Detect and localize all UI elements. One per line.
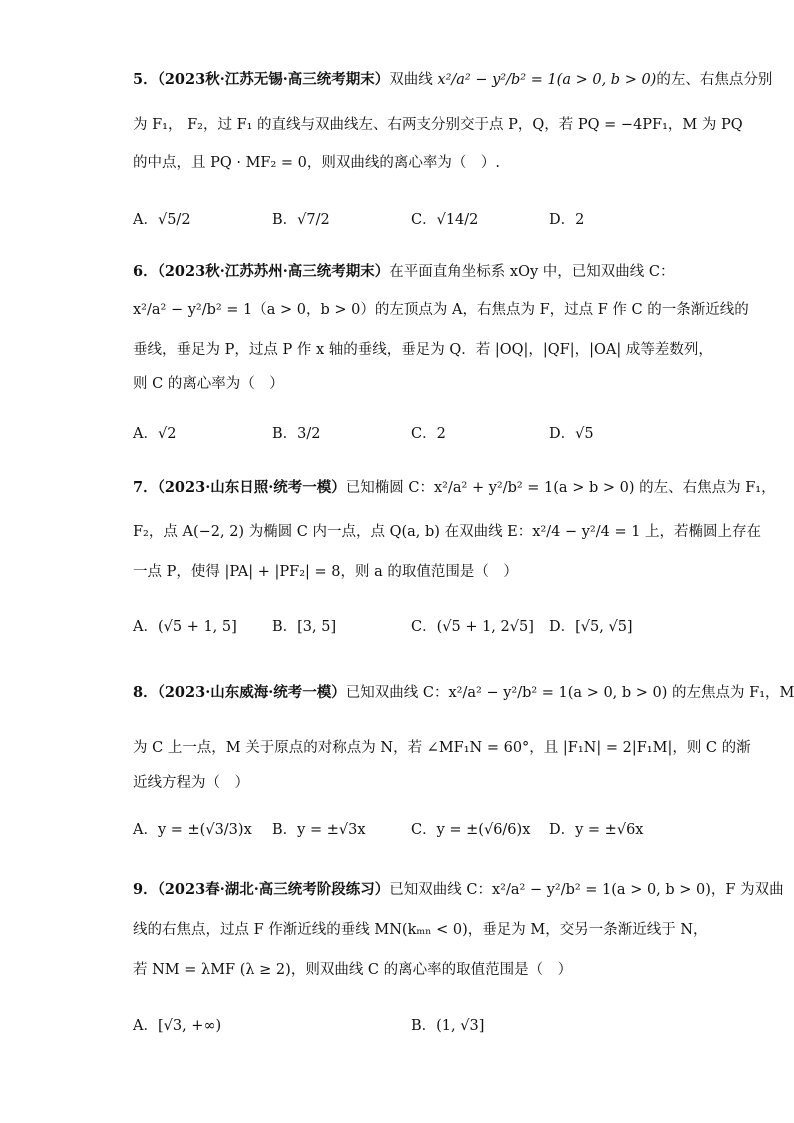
q6-heading: 6．（2023秋·江苏苏州·高三统考期末） bbox=[133, 263, 390, 280]
q6-line-1 bbox=[133, 262, 674, 282]
q5-equation: x²/a² − y²/b² = 1(a > 0, b > 0) bbox=[437, 72, 657, 88]
q9-text-b: 已知双曲线 C：x²/a² − y²/b² = 1(a > 0, b > 0)，F 为双曲 bbox=[389, 882, 784, 898]
q8-option-b[interactable]: B．y = ±√3x bbox=[272, 822, 366, 838]
q9-option-b[interactable]: B．(1, √3] bbox=[411, 1018, 485, 1034]
q5-option-a[interactable]: A．√5/2 bbox=[133, 212, 191, 228]
q7-option-d[interactable]: D．[√5, √5] bbox=[549, 619, 633, 635]
q8-text-b: 已知双曲线 C：x²/a² − y²/b² = 1(a > 0, b > 0) 的左焦点为 F₁，M bbox=[345, 685, 794, 701]
q6-option-d[interactable]: D．√5 bbox=[549, 426, 594, 442]
q5-option-b[interactable]: B．√7/2 bbox=[272, 212, 330, 228]
q8-heading: 8．（2023·山东威海·统考一模） bbox=[133, 684, 346, 701]
q9-line-3: 若 NM = λMF (λ ≥ 2)，则双曲线 C 的离心率的取值范围是（ ） bbox=[133, 962, 573, 978]
q5-text-a: 双曲线 bbox=[389, 72, 433, 88]
q6-text-b: 在平面直角坐标系 xOy 中，已知双曲线 C： bbox=[389, 264, 675, 280]
q7-line-3: 一点 P，使得 |PA| + |PF₂| = 8，则 a 的取值范围是（ ） bbox=[133, 564, 518, 580]
q5-option-d[interactable]: D．2 bbox=[549, 212, 585, 228]
q5-line-2: 为 F₁， F₂，过 F₁ 的直线与双曲线左、右两支分别交于点 P，Q，若 PQ = −4PF₁，M 为 PQ bbox=[133, 117, 743, 133]
q9-option-a[interactable]: A．[√3, +∞) bbox=[133, 1018, 222, 1034]
q7-line-1 bbox=[133, 478, 776, 498]
q6-line-4: 则 C 的离心率为（ ） bbox=[133, 376, 284, 392]
q8-line-3: 近线方程为（ ） bbox=[133, 775, 249, 791]
q5-heading: 5．（2023秋·江苏无锡·高三统考期末） bbox=[133, 71, 390, 88]
q6-option-c[interactable]: C．2 bbox=[411, 426, 446, 442]
q7-text-b: 已知椭圆 C：x²/a² + y²/b² = 1(a > b > 0) 的左、右焦点为 F₁， bbox=[345, 480, 776, 496]
q7-option-c[interactable]: C．(√5 + 1, 2√5] bbox=[411, 619, 534, 635]
q6-option-a[interactable]: A．√2 bbox=[133, 426, 177, 442]
q7-heading: 7．（2023·山东日照·统考一模） bbox=[133, 479, 346, 496]
q5-line-1 bbox=[133, 70, 772, 90]
q8-option-a[interactable]: A．y = ±(√3/3)x bbox=[133, 822, 252, 838]
q8-line-2: 为 C 上一点，M 关于原点的对称点为 N，若 ∠MF₁N = 60°，且 |F₁N| = 2|F₁M|，则 C 的渐 bbox=[133, 740, 751, 756]
q8-line-1 bbox=[133, 683, 794, 703]
q6-line-2: x²/a² − y²/b² = 1（a > 0，b > 0）的左顶点为 A，右焦点为 F，过点 F 作 C 的一条渐近线的 bbox=[133, 302, 749, 318]
q6-line-3: 垂线，垂足为 P，过点 P 作 x 轴的垂线，垂足为 Q．若 |OQ|，|QF|，|OA| 成等差数列， bbox=[133, 342, 713, 358]
q5-line-3: 的中点，且 PQ · MF₂ = 0，则双曲线的离心率为（ ）. bbox=[133, 155, 501, 171]
q7-option-b[interactable]: B．[3, 5] bbox=[272, 619, 337, 635]
q6-option-b[interactable]: B．3/2 bbox=[272, 426, 321, 442]
q8-option-c[interactable]: C．y = ±(√6/6)x bbox=[411, 822, 531, 838]
q7-line-2: F₂，点 A(−2, 2) 为椭圆 C 内一点，点 Q(a, b) 在双曲线 E：x²/4 − y²/4 = 1 上，若椭圆上存在 bbox=[133, 524, 762, 540]
q9-heading: 9．（2023春·湖北·高三统考阶段练习） bbox=[133, 881, 390, 898]
q5-text-b: 的左、右焦点分别 bbox=[656, 72, 773, 88]
q8-option-d[interactable]: D．y = ±√6x bbox=[549, 822, 644, 838]
q5-option-c[interactable]: C．√14/2 bbox=[411, 212, 479, 228]
q9-line-2: 线的右焦点，过点 F 作渐近线的垂线 MN(kₘₙ < 0)，垂足为 M，交另一条渐近线于 N， bbox=[133, 922, 708, 938]
q7-option-a[interactable]: A．(√5 + 1, 5] bbox=[133, 619, 237, 635]
q9-line-1 bbox=[133, 880, 784, 900]
